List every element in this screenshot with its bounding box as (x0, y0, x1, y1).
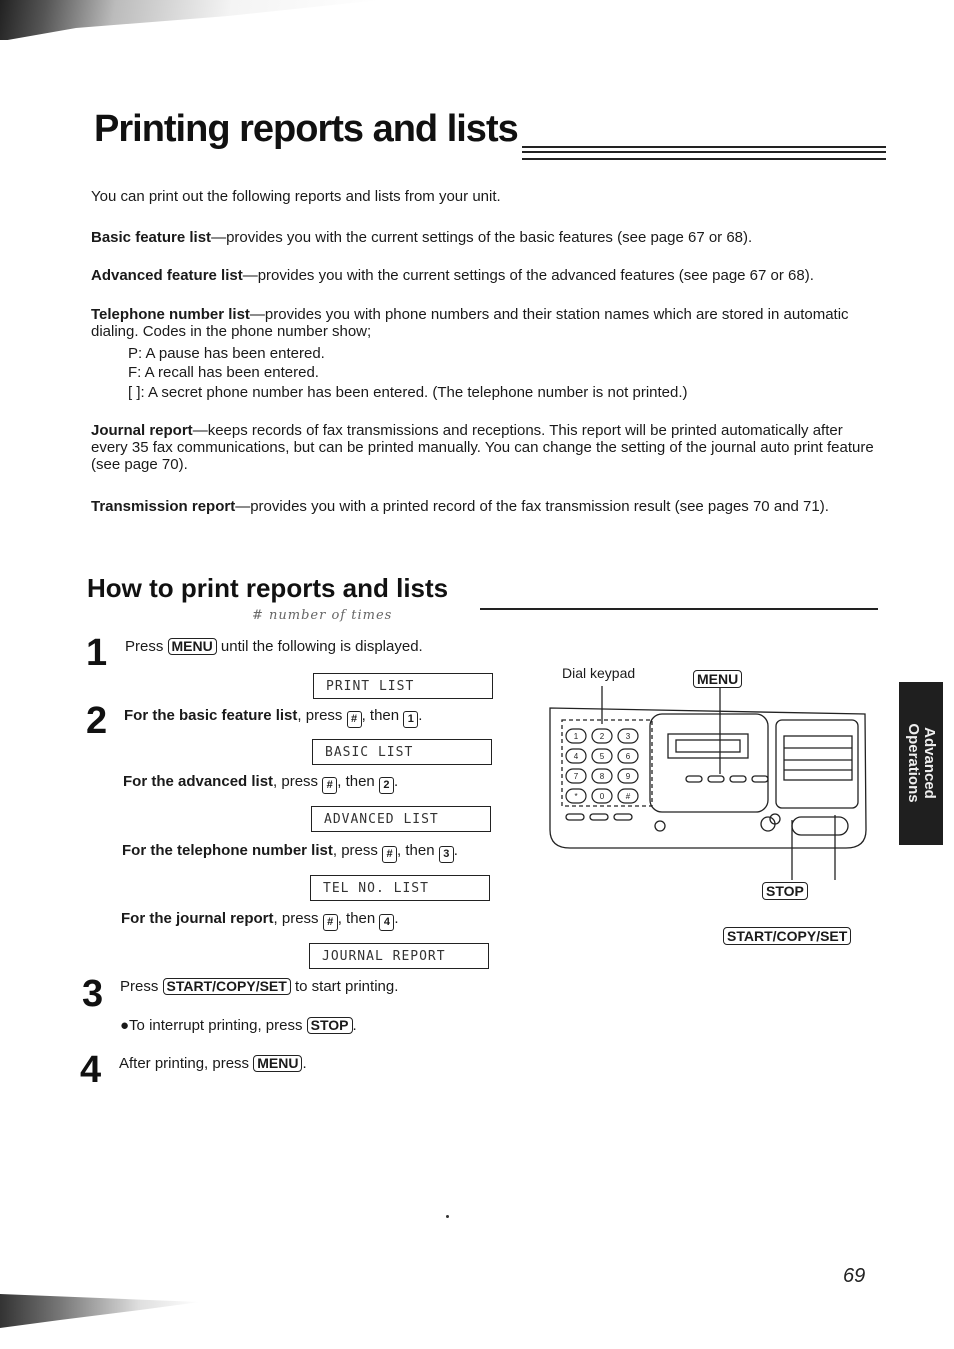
section-tab-label (905, 723, 937, 802)
code-f: F: A recall has been entered. (128, 364, 319, 381)
subheading-rule (480, 608, 878, 610)
display-screen (668, 734, 748, 758)
keypad-key-label: 0 (599, 792, 605, 801)
then-text: , then (397, 842, 435, 859)
section-tab (899, 682, 943, 845)
advanced-text: —provides you with the current settings of the advanced features (see page 67 or 68). (242, 267, 814, 284)
keypad-key-label: 3 (625, 732, 631, 741)
two-key: 2 (379, 777, 394, 794)
right-panel (776, 720, 858, 808)
stop-key: STOP (307, 1017, 353, 1034)
keypad-key-label: 7 (573, 772, 579, 781)
telephone-press: , press (332, 842, 378, 859)
step-3-text (120, 978, 398, 995)
tab-line-2: Operations (905, 723, 922, 803)
scan-artifact-bottom (0, 1288, 200, 1328)
speck (446, 1215, 449, 1218)
step-1-number: 1 (86, 632, 108, 674)
transmission-text: —provides you with a printed record of the fax transmission result (see pages 70 and 71). (235, 498, 829, 515)
then-text: , then (361, 707, 400, 724)
step-2-advanced: For the advanced list, press # , then 2 . (123, 773, 398, 794)
keypad-key-label: 1 (573, 732, 579, 741)
keypad-key-label: # (625, 792, 631, 801)
hash-key: # (382, 846, 397, 863)
basic-press: , press (297, 707, 343, 724)
handwritten-note: # number of times (252, 608, 393, 623)
display-panel (650, 714, 768, 812)
intro-paragraph: You can print out the following reports and lists from your unit. (91, 188, 501, 205)
basic-label: For the basic feature list (124, 707, 298, 724)
four-key: 4 (379, 914, 394, 931)
telephone-term: Telephone number list (91, 306, 250, 323)
diagram-menu-label: MENU (693, 670, 742, 688)
code-secret: [ ]: A secret phone number has been entered. (The telephone number is not printed.) (128, 384, 688, 401)
journal-text: —keeps records of fax transmissions and receptions. This report will be printed automatically after every 35 fax communications, but can be printed manually. You can change the setting of the journal auto print feature (see page 70). (91, 422, 874, 473)
step-2-telephone: For the telephone number list, press # , then 3 . (122, 842, 458, 863)
dial-keypad-label: Dial keypad (562, 665, 636, 681)
basic-term: Basic feature list (91, 229, 212, 246)
step-3-after: to start printing. (295, 978, 399, 995)
telephone-paragraph (91, 306, 881, 340)
step-4-press: After printing, press (119, 1055, 250, 1072)
menu-key: MENU (253, 1055, 302, 1072)
keypad-key-label: 8 (599, 772, 605, 781)
tab-line-1: Advanced (921, 727, 938, 799)
advanced-press: , press (273, 773, 319, 790)
step-2-journal: For the journal report, press # , then 4 . (121, 910, 399, 931)
journal-term: Journal report (91, 422, 193, 439)
scan-artifact-top (0, 0, 380, 40)
lcd-advanced-list: ADVANCED LIST (311, 806, 491, 832)
transmission-paragraph (91, 498, 881, 515)
page-number: 69 (843, 1265, 866, 1287)
hash-key: # (347, 711, 362, 728)
start-copy-set-key: START/COPY/SET (163, 978, 291, 995)
title-rule (522, 146, 886, 160)
menu-key: MENU (168, 638, 217, 655)
three-key: 3 (439, 846, 454, 863)
lcd-print-list: PRINT LIST (313, 673, 493, 699)
keypad-key-label: 4 (573, 752, 579, 761)
advanced-term: Advanced feature list (91, 267, 243, 284)
keypad-key-label: 9 (625, 772, 631, 781)
step-1-press: Press (125, 638, 164, 655)
telephone-text: —provides you with phone numbers and their station names which are stored in automatic dialing. Codes in the phone number show; (91, 306, 849, 340)
step-1-after: until the following is displayed. (220, 638, 423, 655)
basic-text: —provides you with the current settings of the basic features (see page 67 or 68). (211, 229, 753, 246)
start-copy-set-button (792, 817, 848, 835)
step-2-number: 2 (86, 700, 108, 742)
diagram-keypad (566, 729, 638, 803)
keypad-key-label: 2 (599, 732, 605, 741)
then-text: , then (337, 910, 376, 927)
transmission-term: Transmission report (91, 498, 236, 515)
page-title: Printing reports and lists (94, 108, 518, 150)
hash-key: # (323, 914, 338, 931)
lcd-journal-report: JOURNAL REPORT (309, 943, 489, 969)
diagram-start-label: START/COPY/SET (723, 927, 851, 945)
hash-key: # (322, 777, 337, 794)
journal-label: For the journal report (121, 910, 274, 927)
step-3-number: 3 (82, 973, 104, 1015)
step-2-basic: For the basic feature list, press # , then 1 . (124, 707, 422, 728)
journal-press: , press (273, 910, 319, 927)
step-3-press: Press (120, 978, 159, 995)
step-1-text (125, 638, 423, 655)
lcd-basic-list: BASIC LIST (312, 739, 492, 765)
keypad-key-label: 6 (625, 752, 631, 761)
one-key: 1 (403, 711, 418, 728)
step-4-text: After printing, press MENU . (119, 1055, 307, 1072)
advanced-feature-paragraph (91, 267, 881, 284)
fax-machine-diagram (540, 680, 880, 880)
keypad-key-label: * (574, 792, 578, 801)
step-3-bullet: ●To interrupt printing, press STOP . (120, 1017, 357, 1034)
subheading: How to print reports and lists (87, 573, 449, 603)
telephone-label: For the telephone number list (122, 842, 333, 859)
code-p: P: A pause has been entered. (128, 345, 325, 362)
diagram-stop-label: STOP (762, 882, 808, 900)
journal-paragraph (91, 422, 881, 473)
step-4-number: 4 (80, 1049, 102, 1091)
bullet-text: ●To interrupt printing, press (120, 1017, 303, 1034)
lcd-tel-list: TEL NO. LIST (310, 875, 490, 901)
keypad-key-label: 5 (599, 752, 605, 761)
basic-feature-paragraph (91, 229, 881, 246)
advanced-label: For the advanced list (123, 773, 274, 790)
then-text: , then (337, 773, 375, 790)
